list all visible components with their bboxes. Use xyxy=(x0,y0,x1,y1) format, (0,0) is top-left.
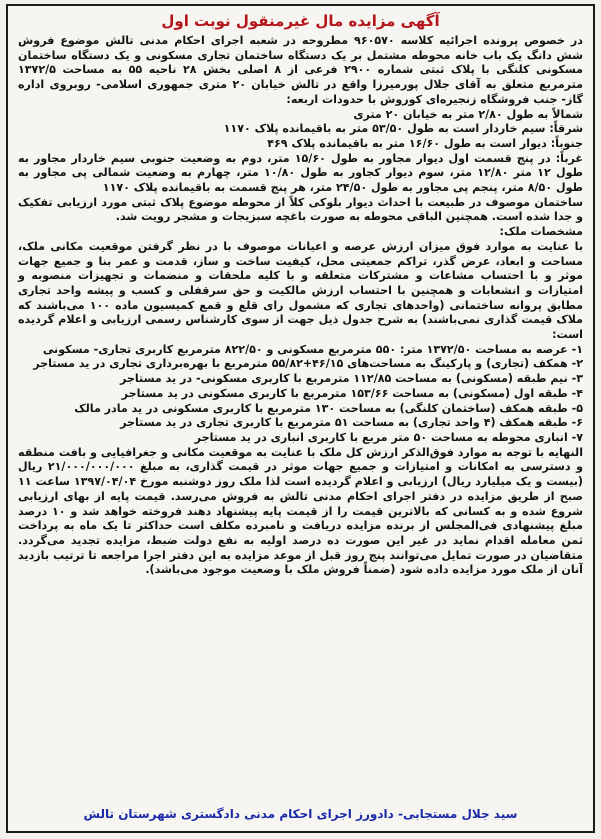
auction-notice xyxy=(6,4,595,833)
signature: سید جلال مستجابی- دادورز اجرای احکام مدنی دادگستری شهرستان تالش xyxy=(83,807,518,821)
list-item-5: ۵- طبقه همکف (ساختمان کلنگی) به مساحت ۱۳۰ مترمربع با کاربری مسکونی در ید مادر مالک xyxy=(74,401,583,415)
building-description: ساختمان موصوف در طبیعت با احداث دیوار بلوکی کلاً از محوطه موضوع پلاک ثبتی مورد ارزیابی تفکیک و جدا شده است. همچنین الباقی محوطه به صورت باغچه سبزیجات و مشجر رویت شد. xyxy=(18,195,583,224)
notice-title: آگهی مزایده مال غیرمنقول نوبت اول xyxy=(161,12,440,30)
boundary-west: غرباً: در پنج قسمت اول دیوار مجاور به طول ۱۵/۶۰ متر، دوم به وضعیت جنوبی سیم خاردار مجاور به طول ۱۲ متر ۱۲/۸۰ متر، سوم دیوار کجاور به طول ۱۰/۸۰ متر، چهارم به وضعیت شمالی پی مجاور به طول ۸/۵۰ متر، پنجم پی مجاور به طول ۲۴/۵۰ متر، هر پنج قسمت به باقیمانده پلاک ۱۱۷۰ xyxy=(18,151,583,195)
list-item-2: ۲- همکف (تجاری) و پارکینگ به مساحت‌های ۴۶/۱۵+۵۵/۸۲ مترمربع با بهره‌برداری تجاری در ید مستاجر xyxy=(33,357,583,371)
valuation-paragraph: با عنایت به موارد فوق میزان ارزش عرصه و اعیانات موصوف با در نظر گرفتن موقعیت مکانی ملک، مساحت و ابعاد، عرض گذر، تراکم جمعیتی محل، کیفیت ساخت و ساز، قدمت و عمر بنا و جمیع جهات موثر و با احتساب مشاعات و مشترکات متعلقه و با کلیه ملحقات و منضمات و تجهیزات منصوبه و امتیازات و انشعابات و همچنین با احتساب ارزش مالکیت و حق سرقفلی و کسب و پیشه واحد تجاری مطابق پروانه ساختمانی (واحدهای تجاری که مشمول رای قلع و قمع کمیسیون ماده ۱۰۰ می‌باشند که ملاک قیمت گذاری نمی‌باشند) به شرح جدول ذیل جهت از سوی کارشناس رسمی ارزیابی و اعلام گردیده است: xyxy=(18,239,583,342)
boundary-east: شرقاً: سیم خاردار است به طول ۵۳/۵۰ متر به باقیمانده پلاک ۱۱۷۰ xyxy=(223,122,583,136)
intro-paragraph: در خصوص پرونده اجرائیه کلاسه ۹۶۰۵۷۰ مطروحه در شعبه اجرای احکام مدنی تالش موضوع فروش شش دانگ یک باب خانه محوطه مشتمل بر یک دستگاه ساختمان تجاری مسکونی و یک دستگاه ساختمان مسکونی کلنگی با پلاک ثبتی شماره ۲۹۰۰ فرعی از ۸ اصلی بخش ۲۸ ناحیه ۵۵ به مساحت ۱۳۷۲/۵ مترمربع متعلق به آقای جلال پورمیرزا واقع در تالش خیابان ۲۰ متری جمهوری اسلامی- روبروی اداره گاز- جنب فروشگاه زنجیره‌ای کوروش با حدودات اربعه: xyxy=(18,34,584,106)
list-item-4: ۴- طبقه اول (مسکونی) به مساحت ۱۵۳/۶۶ مترمربع با کاربری مسکونی در ید مستاجر xyxy=(121,386,583,400)
property-specs-heading: مشخصات ملک: xyxy=(499,225,583,239)
boundary-north: شمالاً به طول ۲/۸۰ متر به خیابان ۲۰ متری xyxy=(353,107,583,121)
conclusion-paragraph: النهایه با توجه به موارد فوق‌الذکر ارزش کل ملک با عنایت به موقعیت مکانی و جغرافیایی و بافت منطقه و دسترسی به امکانات و امتیازات و جمیع جهات موثر در قیمت گذاری، به مبلغ ۲۱/۰۰۰/۰۰۰/۰۰۰ ریال (بیست و یک میلیارد ریال) ارزیابی و اعلام گردیده است لذا ملک روز دوشنبه مورخ ۱۳۹۷/۰۴/۰۴ ساعت ۱۱ صبح از طریق مزایده در دفتر اجرای احکام مدنی تالش به فروش می‌رسد. قیمت پایه از بهای ارزیابی شروع شده و به کسانی که بالاترین قیمت را از قیمت پایه پیشنهاد دهند فروخته خواهد شد و ۱۰ درصد مبلغ پیشنهادی فی‌المجلس از برنده مزایده دریافت و نامبرده مکلف است حداکثر تا یک ماه به پرداخت ثمن معامله اقدام نماید در غیر این صورت ده درصد اولیه به نفع دولت ضبط، مزایده تجدید می‌گردد. متقاضیان در صورت تمایل می‌توانند پنج روز قبل از موعد مزایده به این دفتر اجرا مراجعه تا ترتیب بازدید آنان از ملک مورد مزایده داده شود (ضمناً فروش ملک با وضعیت موجود می‌باشد). xyxy=(18,445,584,577)
list-item-6: ۶- طبقه همکف (۴ واحد تجاری) به مساحت ۵۱ مترمربع با کاربری تجاری در ید مستاجر xyxy=(120,416,583,430)
notice-body xyxy=(18,34,583,578)
list-item-1: ۱- عرصه به مساحت ۱۳۷۲/۵۰ متر: ۵۵۰ مترمربع مسکونی و ۸۲۲/۵۰ مترمربع کاربری تجاری- مسکونی xyxy=(42,342,583,356)
boundary-south: جنوباً: دیوار است به طول ۱۶/۶۰ متر به باقیمانده پلاک ۴۶۹ xyxy=(267,136,583,150)
list-item-7: ۷- انباری محوطه به مساحت ۵۰ متر مربع با کاربری انباری در ید مستاجر xyxy=(194,430,583,444)
list-item-3: ۳- نیم طبقه (مسکونی) به مساحت ۱۱۲/۸۵ مترمربع با کاربری مسکونی- در ید مستاجر xyxy=(119,372,583,386)
